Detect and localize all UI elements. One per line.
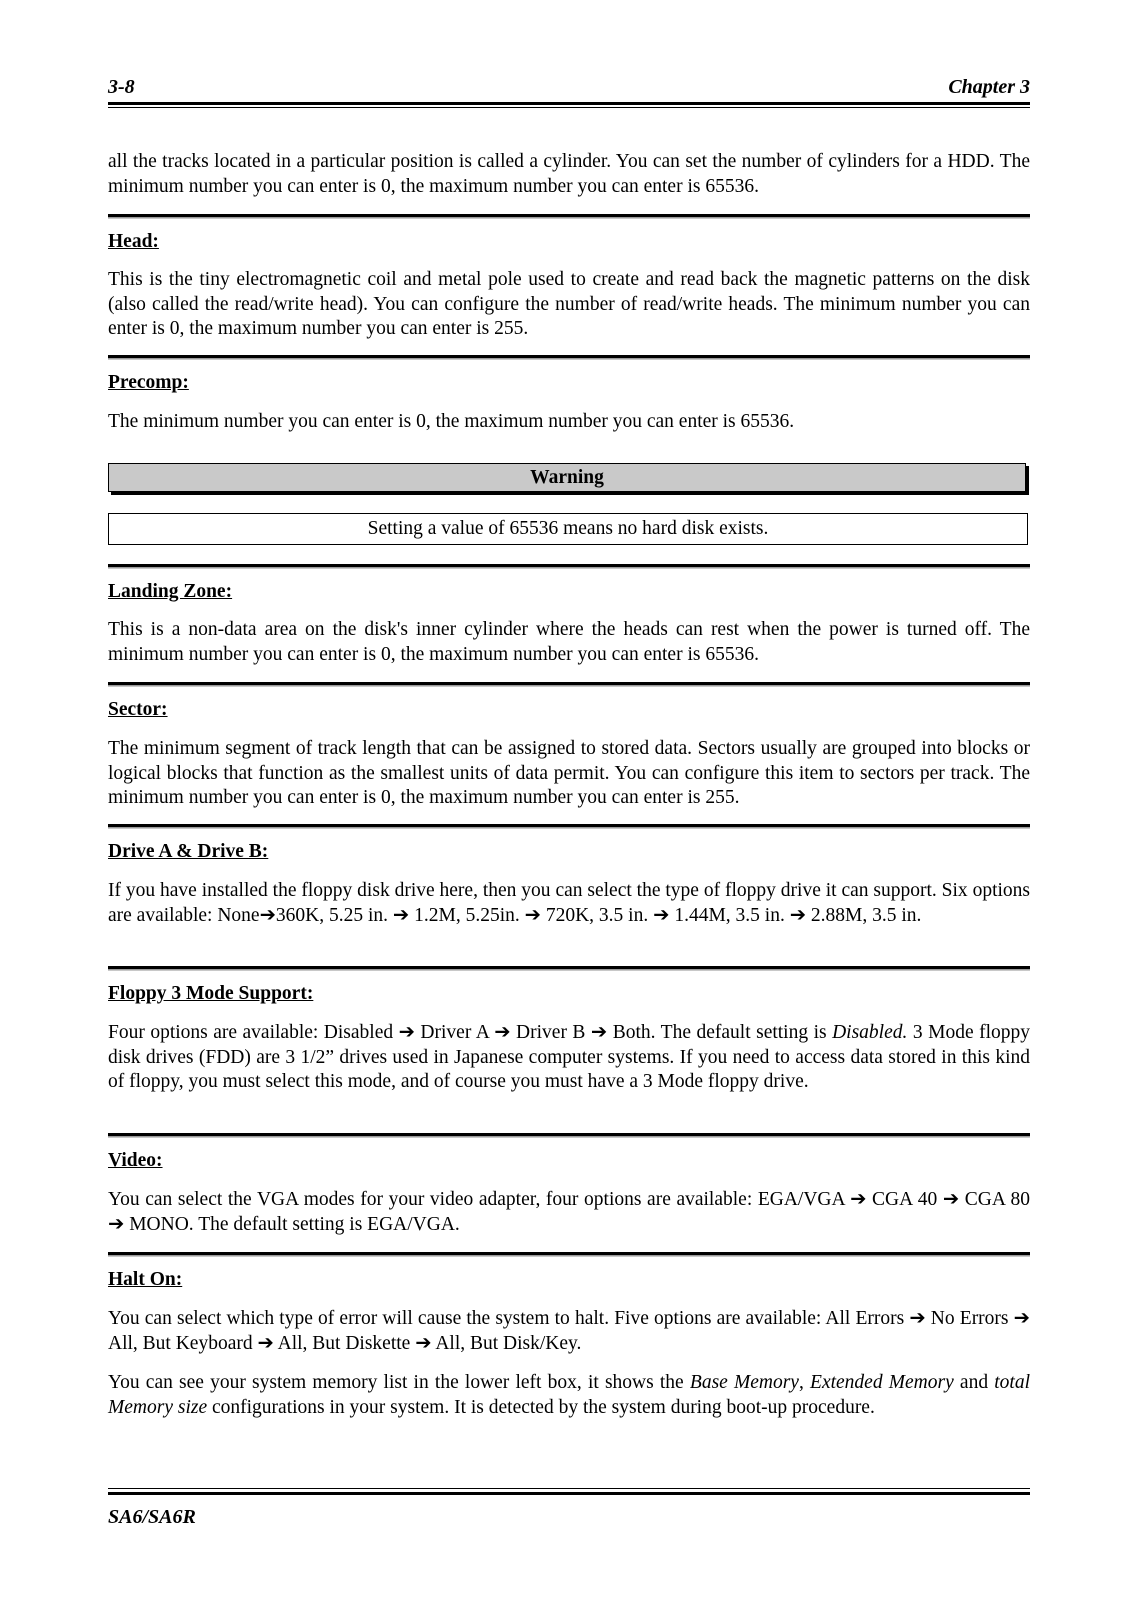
intro-paragraph: all the tracks located in a particular position is called a cylinder. You can set the number of cylinders for a HDD. The minimum number you can enter is 0, the maximum number you can enter is 65536.: [108, 151, 1030, 197]
warning-text: Setting a value of 65536 means no hard disk exists.: [108, 513, 1028, 545]
section-title-video: Video:: [108, 1150, 163, 1171]
section-divider: [108, 355, 1030, 358]
section-divider: [108, 824, 1030, 827]
footer-model: SA6/SA6R: [108, 1506, 196, 1528]
section-title-drive-ab: Drive A & Drive B:: [108, 841, 269, 862]
section-divider: [108, 214, 1030, 217]
section-divider: [108, 1252, 1030, 1255]
section-divider: [108, 682, 1030, 685]
memory-paragraph: You can see your system memory list in the lower left box, it shows the Base Memory, Extended Memory and total Memory size configurations in your system. It is detected by the system during boot-up procedure.: [108, 1372, 1031, 1418]
section-title-head: Head:: [108, 231, 159, 252]
section-text-head: This is the tiny electromagnetic coil and metal pole used to create and read back the magnetic patterns on the disk (also called the read/write head). You can configure the number of read/write heads. The minimum number you can enter is 0, the maximum number you can enter is 255.: [108, 269, 1030, 340]
page-header: [108, 76, 1030, 100]
section-title-floppy3: Floppy 3 Mode Support:: [108, 983, 314, 1004]
section-text-precomp: The minimum number you can enter is 0, the maximum number you can enter is 65536.: [108, 411, 795, 432]
section-divider: [108, 966, 1030, 969]
chapter-title: Chapter 3: [948, 76, 1030, 98]
section-title-precomp: Precomp:: [108, 372, 189, 393]
section-divider: [108, 564, 1030, 567]
section-text-drive-ab: If you have installed the floppy disk drive here, then you can select the type of floppy drive it can support. Six options are available: None➔360K, 5.25 in. ➔ 1.2M, 5.25in. ➔ 720K, 3.5 in. ➔ 1.44M, 3.5 in. ➔ 2.88M, 3.5 in.: [108, 880, 1030, 926]
section-text-landing-zone: This is a non-data area on the disk's inner cylinder where the heads can rest when the power is turned off. The minimum number you can enter is 0, the maximum number you can enter is 65536.: [108, 619, 1030, 665]
header-rule-thin: [108, 107, 1030, 108]
page-number: 3-8: [108, 76, 135, 98]
warning-title: Warning: [108, 463, 1026, 492]
section-text-halt-on: You can select which type of error will cause the system to halt. Five options are available: All Errors ➔ No Errors ➔ All, But Keyboard ➔ All, But Diskette ➔ All, But Disk/Key.: [108, 1308, 1030, 1354]
section-text-video: You can select the VGA modes for your video adapter, four options are available: EGA/VGA ➔ CGA 40 ➔ CGA 80 ➔ MONO. The default setting is EGA/VGA.: [108, 1189, 1030, 1235]
section-divider: [108, 1133, 1030, 1136]
section-text-sector: The minimum segment of track length that can be assigned to stored data. Sectors usually are grouped into blocks or logical blocks that function as the smallest units of data permit. You can configure this item to sectors per track. The minimum number you can enter is 0, the maximum number you can enter is 255.: [108, 738, 1030, 809]
footer-rule: [108, 1492, 1030, 1495]
section-text-floppy3: Four options are available: Disabled ➔ Driver A ➔ Driver B ➔ Both. The default setting is Disabled. 3 Mode floppy disk drives (FDD) are 3 1/2” drives used in Japanese computer systems. If you need to access data stored in this kind of floppy, you must select this mode, and of course you must have a 3 Mode floppy drive.: [108, 1022, 1031, 1093]
header-rule: [108, 102, 1030, 105]
section-title-halt-on: Halt On:: [108, 1269, 183, 1290]
footer-rule-thin: [108, 1488, 1030, 1489]
section-title-sector: Sector:: [108, 699, 168, 720]
section-title-landing-zone: Landing Zone:: [108, 581, 233, 602]
